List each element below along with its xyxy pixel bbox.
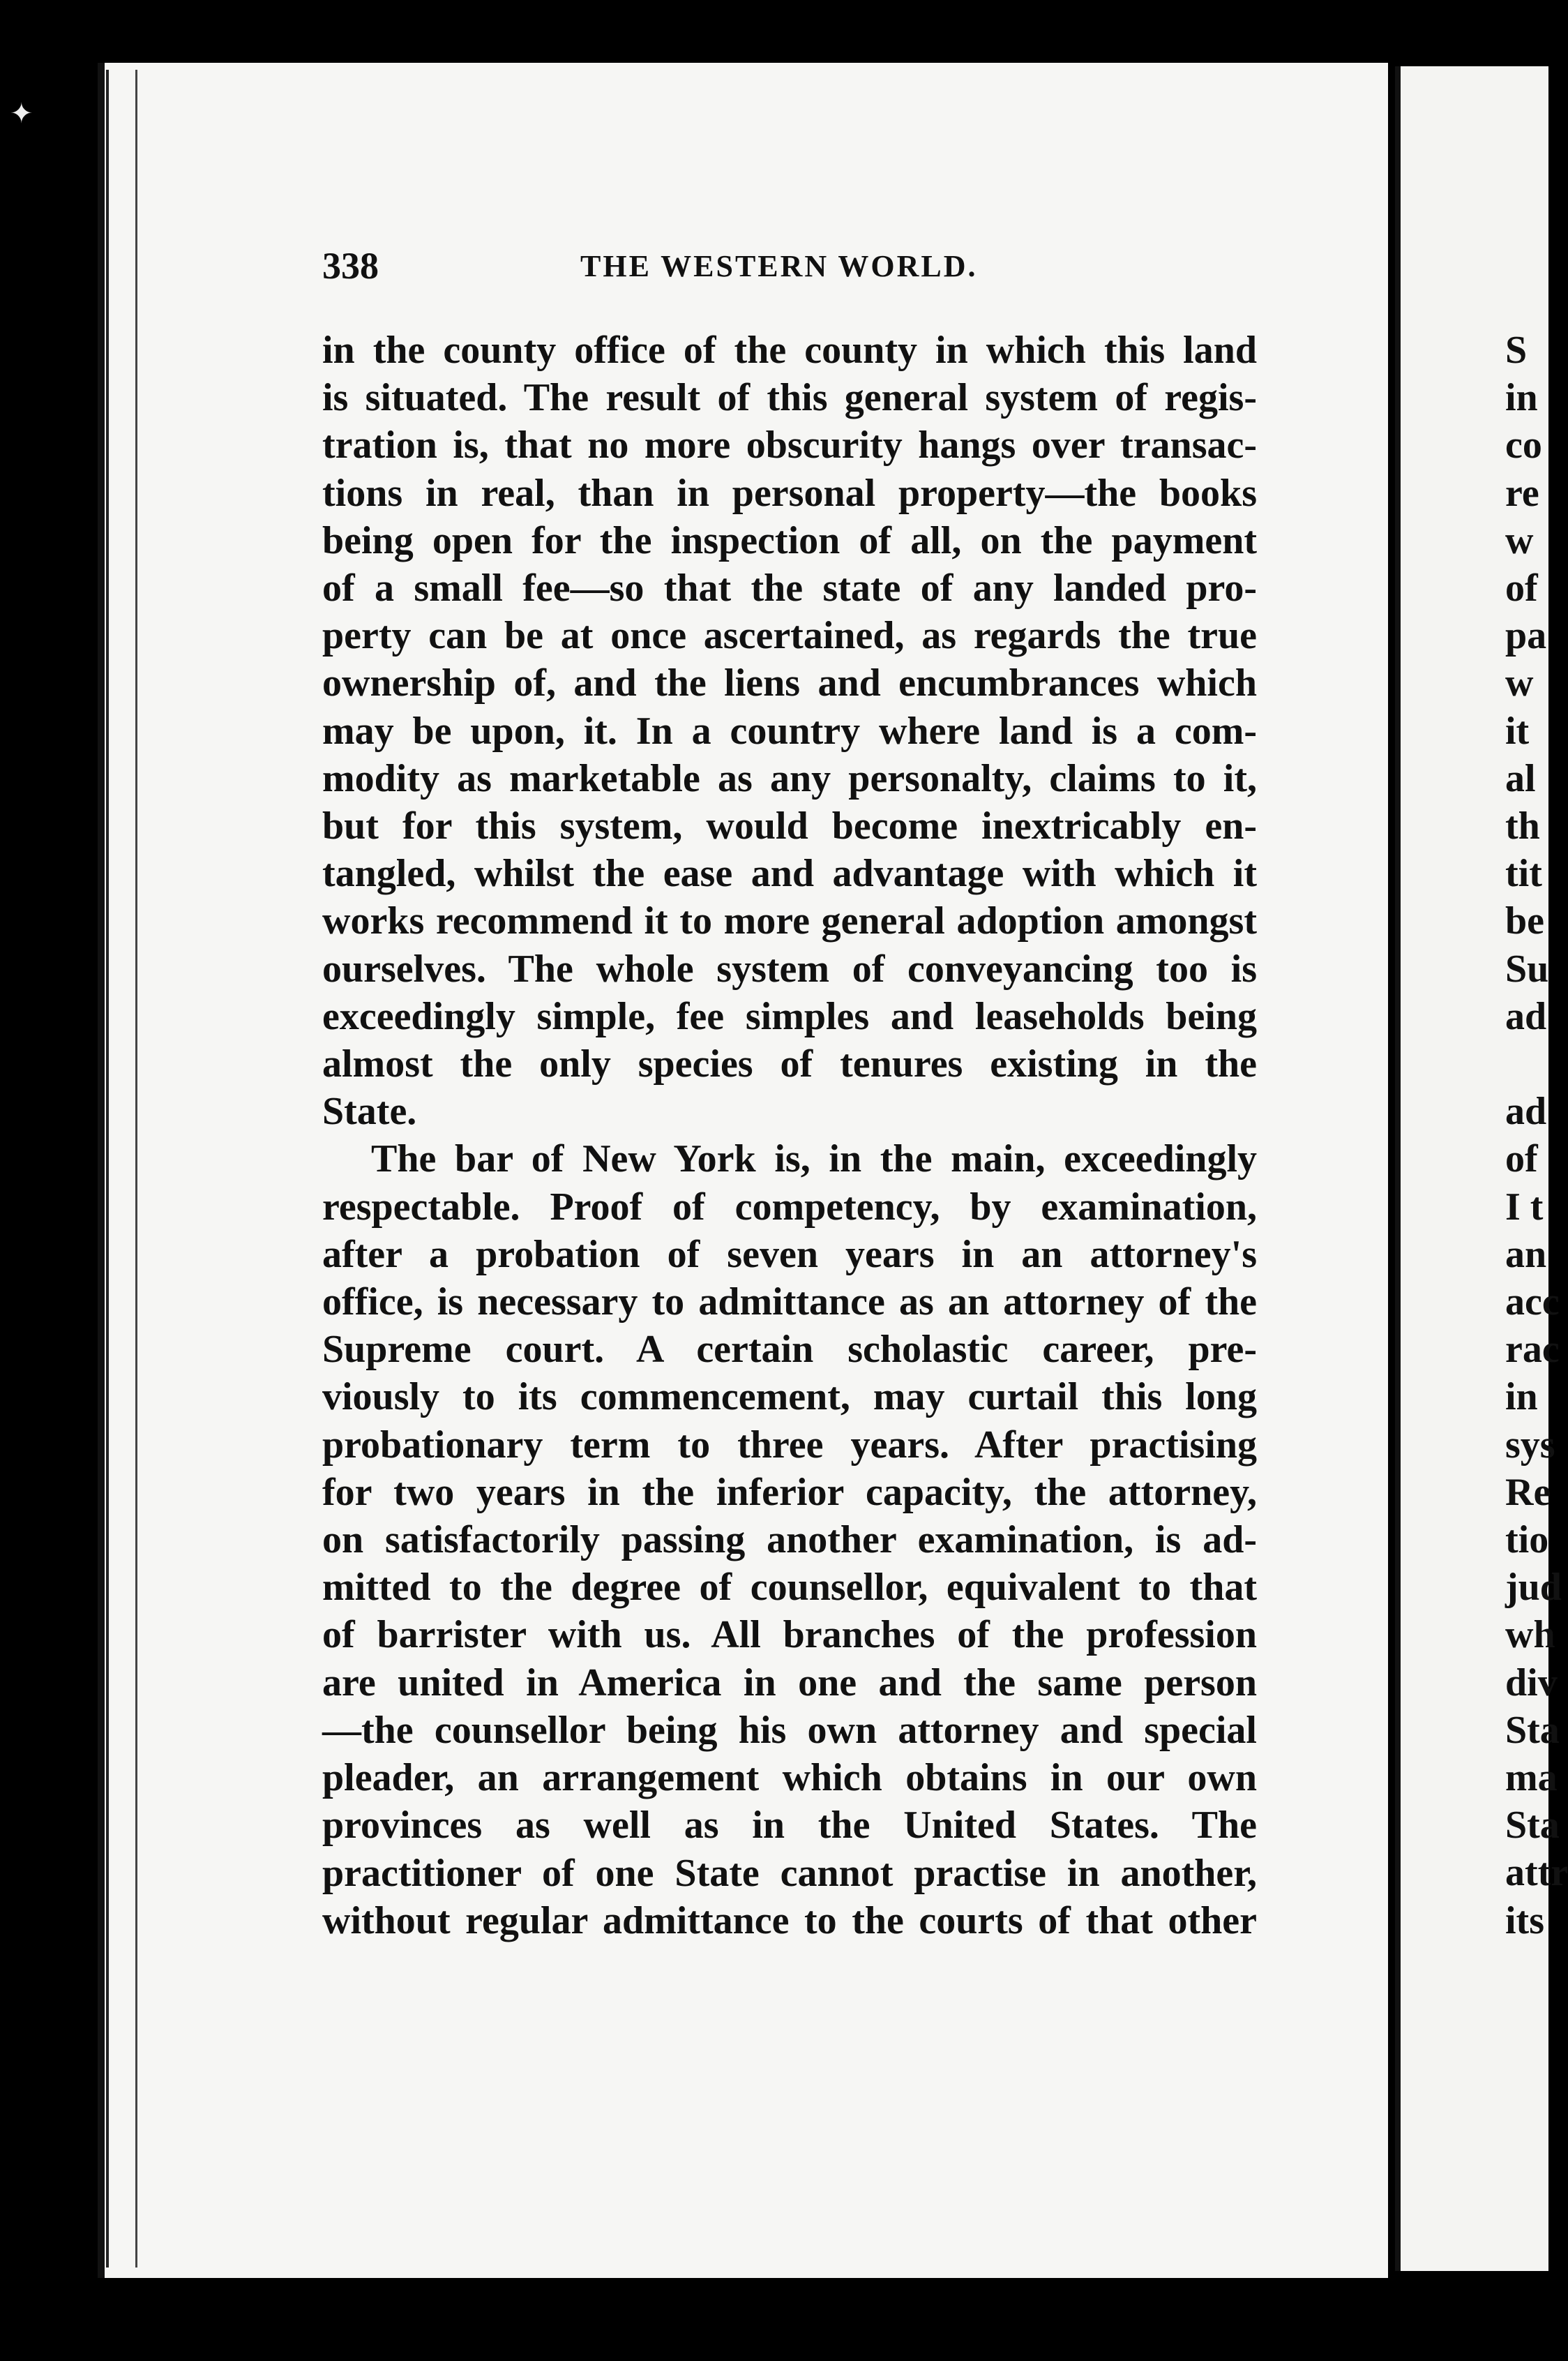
book-spine (106, 70, 137, 2268)
fragment: re (1505, 471, 1539, 515)
fragment: be (1505, 899, 1544, 943)
text-line: being open for the inspection of all, on the payment (322, 518, 1257, 562)
paragraph-1 (322, 327, 1257, 1135)
fragment: w (1505, 518, 1534, 562)
text-line: of a small fee—so that the state of any landed pro- (322, 567, 1257, 610)
page-number: 338 (322, 245, 379, 287)
text-line: are united in America in one and the same person (322, 1661, 1257, 1704)
text-line: —the counsellor being his own attorney and special (322, 1708, 1257, 1752)
text-line: is situated. The result of this general system of regis- (322, 376, 1257, 420)
fragment: pa (1505, 614, 1547, 658)
text-line: perty can be at once ascertained, as regards the true (322, 614, 1257, 658)
fragment: rac (1505, 1328, 1560, 1372)
fragment: attr (1505, 1851, 1568, 1895)
text-line: State. (322, 1090, 417, 1134)
fragment: ma (1505, 1756, 1558, 1800)
fragment: of (1505, 567, 1538, 610)
text-line: tions in real, than in personal property—the books (322, 471, 1257, 515)
text-line: viously to its commencement, may curtail this long (322, 1375, 1257, 1419)
text-line: almost the only species of tenures existing in the (322, 1042, 1257, 1086)
text-line: on satisfactorily passing another examination, is ad- (322, 1518, 1257, 1562)
text-line: pleader, an arrangement which obtains in our own (322, 1756, 1257, 1800)
fragment: ad (1505, 994, 1547, 1038)
fragment: Sta (1505, 1708, 1560, 1752)
text-line: ownership of, and the liens and encumbrances which (322, 661, 1257, 705)
text-line: for two years in the inferior capacity, the attorney, (322, 1470, 1257, 1514)
paragraph-gap (1505, 1040, 1543, 1088)
text-line: without regular admittance to the courts of that other (322, 1898, 1257, 1942)
fragment: div (1505, 1661, 1558, 1704)
body-text (322, 327, 1257, 1944)
text-line: in the county office of the county in which this land (322, 329, 1257, 372)
fragment: tit (1505, 852, 1542, 896)
fragment: in (1505, 376, 1538, 420)
text-line: but for this system, would become inextricably en- (322, 804, 1257, 848)
text-line: of barrister with us. All branches of the profession (322, 1613, 1257, 1657)
fragment: it (1505, 709, 1530, 753)
fragment: acc (1505, 1280, 1560, 1324)
text-line: probationary term to three years. After practising (322, 1423, 1257, 1467)
fragment: of (1505, 1137, 1538, 1181)
fragment: Sta (1505, 1804, 1560, 1847)
page-title: THE WESTERN WORLD. (580, 249, 978, 283)
fragment: its (1505, 1898, 1544, 1942)
paragraph-2 (322, 1135, 1257, 1944)
text-line: exceedingly simple, fee simples and leaseholds being (322, 994, 1257, 1038)
text-line: ourselves. The whole system of conveyancing too is (322, 947, 1257, 991)
fragment: S (1505, 329, 1528, 372)
text-line: office, is necessary to admittance as an attorney of the (322, 1280, 1257, 1324)
fragment: Su (1505, 947, 1549, 991)
text-line: may be upon, it. In a country where land is a com- (322, 709, 1257, 753)
fragment: ad (1505, 1090, 1547, 1134)
fragment: jud (1505, 1566, 1562, 1610)
fragment: sys (1505, 1423, 1555, 1467)
fragment: in (1505, 1375, 1538, 1419)
right-page-text (1505, 327, 1568, 1944)
fragment: an (1505, 1232, 1547, 1276)
text-line: tangled, whilst the ease and advantage with which it (322, 852, 1257, 896)
text-line: tration is, that no more obscurity hangs over transac- (322, 424, 1257, 467)
fragment: tio (1505, 1518, 1549, 1562)
fragment: co (1505, 424, 1542, 467)
fragment: Re (1505, 1470, 1551, 1514)
text-line: The bar of New York is, in the main, exceedingly (371, 1137, 1257, 1181)
text-line: works recommend it to more general adoption amongst (322, 899, 1257, 943)
text-line: provinces as well as in the United States. The (322, 1804, 1257, 1847)
margin-mark-icon: ✦ (10, 98, 33, 130)
fragment: w (1505, 661, 1534, 705)
fragment: al (1505, 756, 1536, 800)
fragment: th (1505, 804, 1540, 848)
text-line: mitted to the degree of counsellor, equivalent to that (322, 1566, 1257, 1610)
running-head (322, 244, 1285, 293)
text-line: after a probation of seven years in an attorney's (322, 1232, 1257, 1276)
fragment: I t (1505, 1185, 1544, 1229)
fragment: wh (1505, 1613, 1555, 1657)
text-line: Supreme court. A certain scholastic career, pre- (322, 1328, 1257, 1372)
text-line: practitioner of one State cannot practise in another, (322, 1851, 1257, 1895)
text-line: respectable. Proof of competency, by examination, (322, 1185, 1257, 1229)
text-line: modity as marketable as any personalty, claims to it, (322, 756, 1257, 800)
